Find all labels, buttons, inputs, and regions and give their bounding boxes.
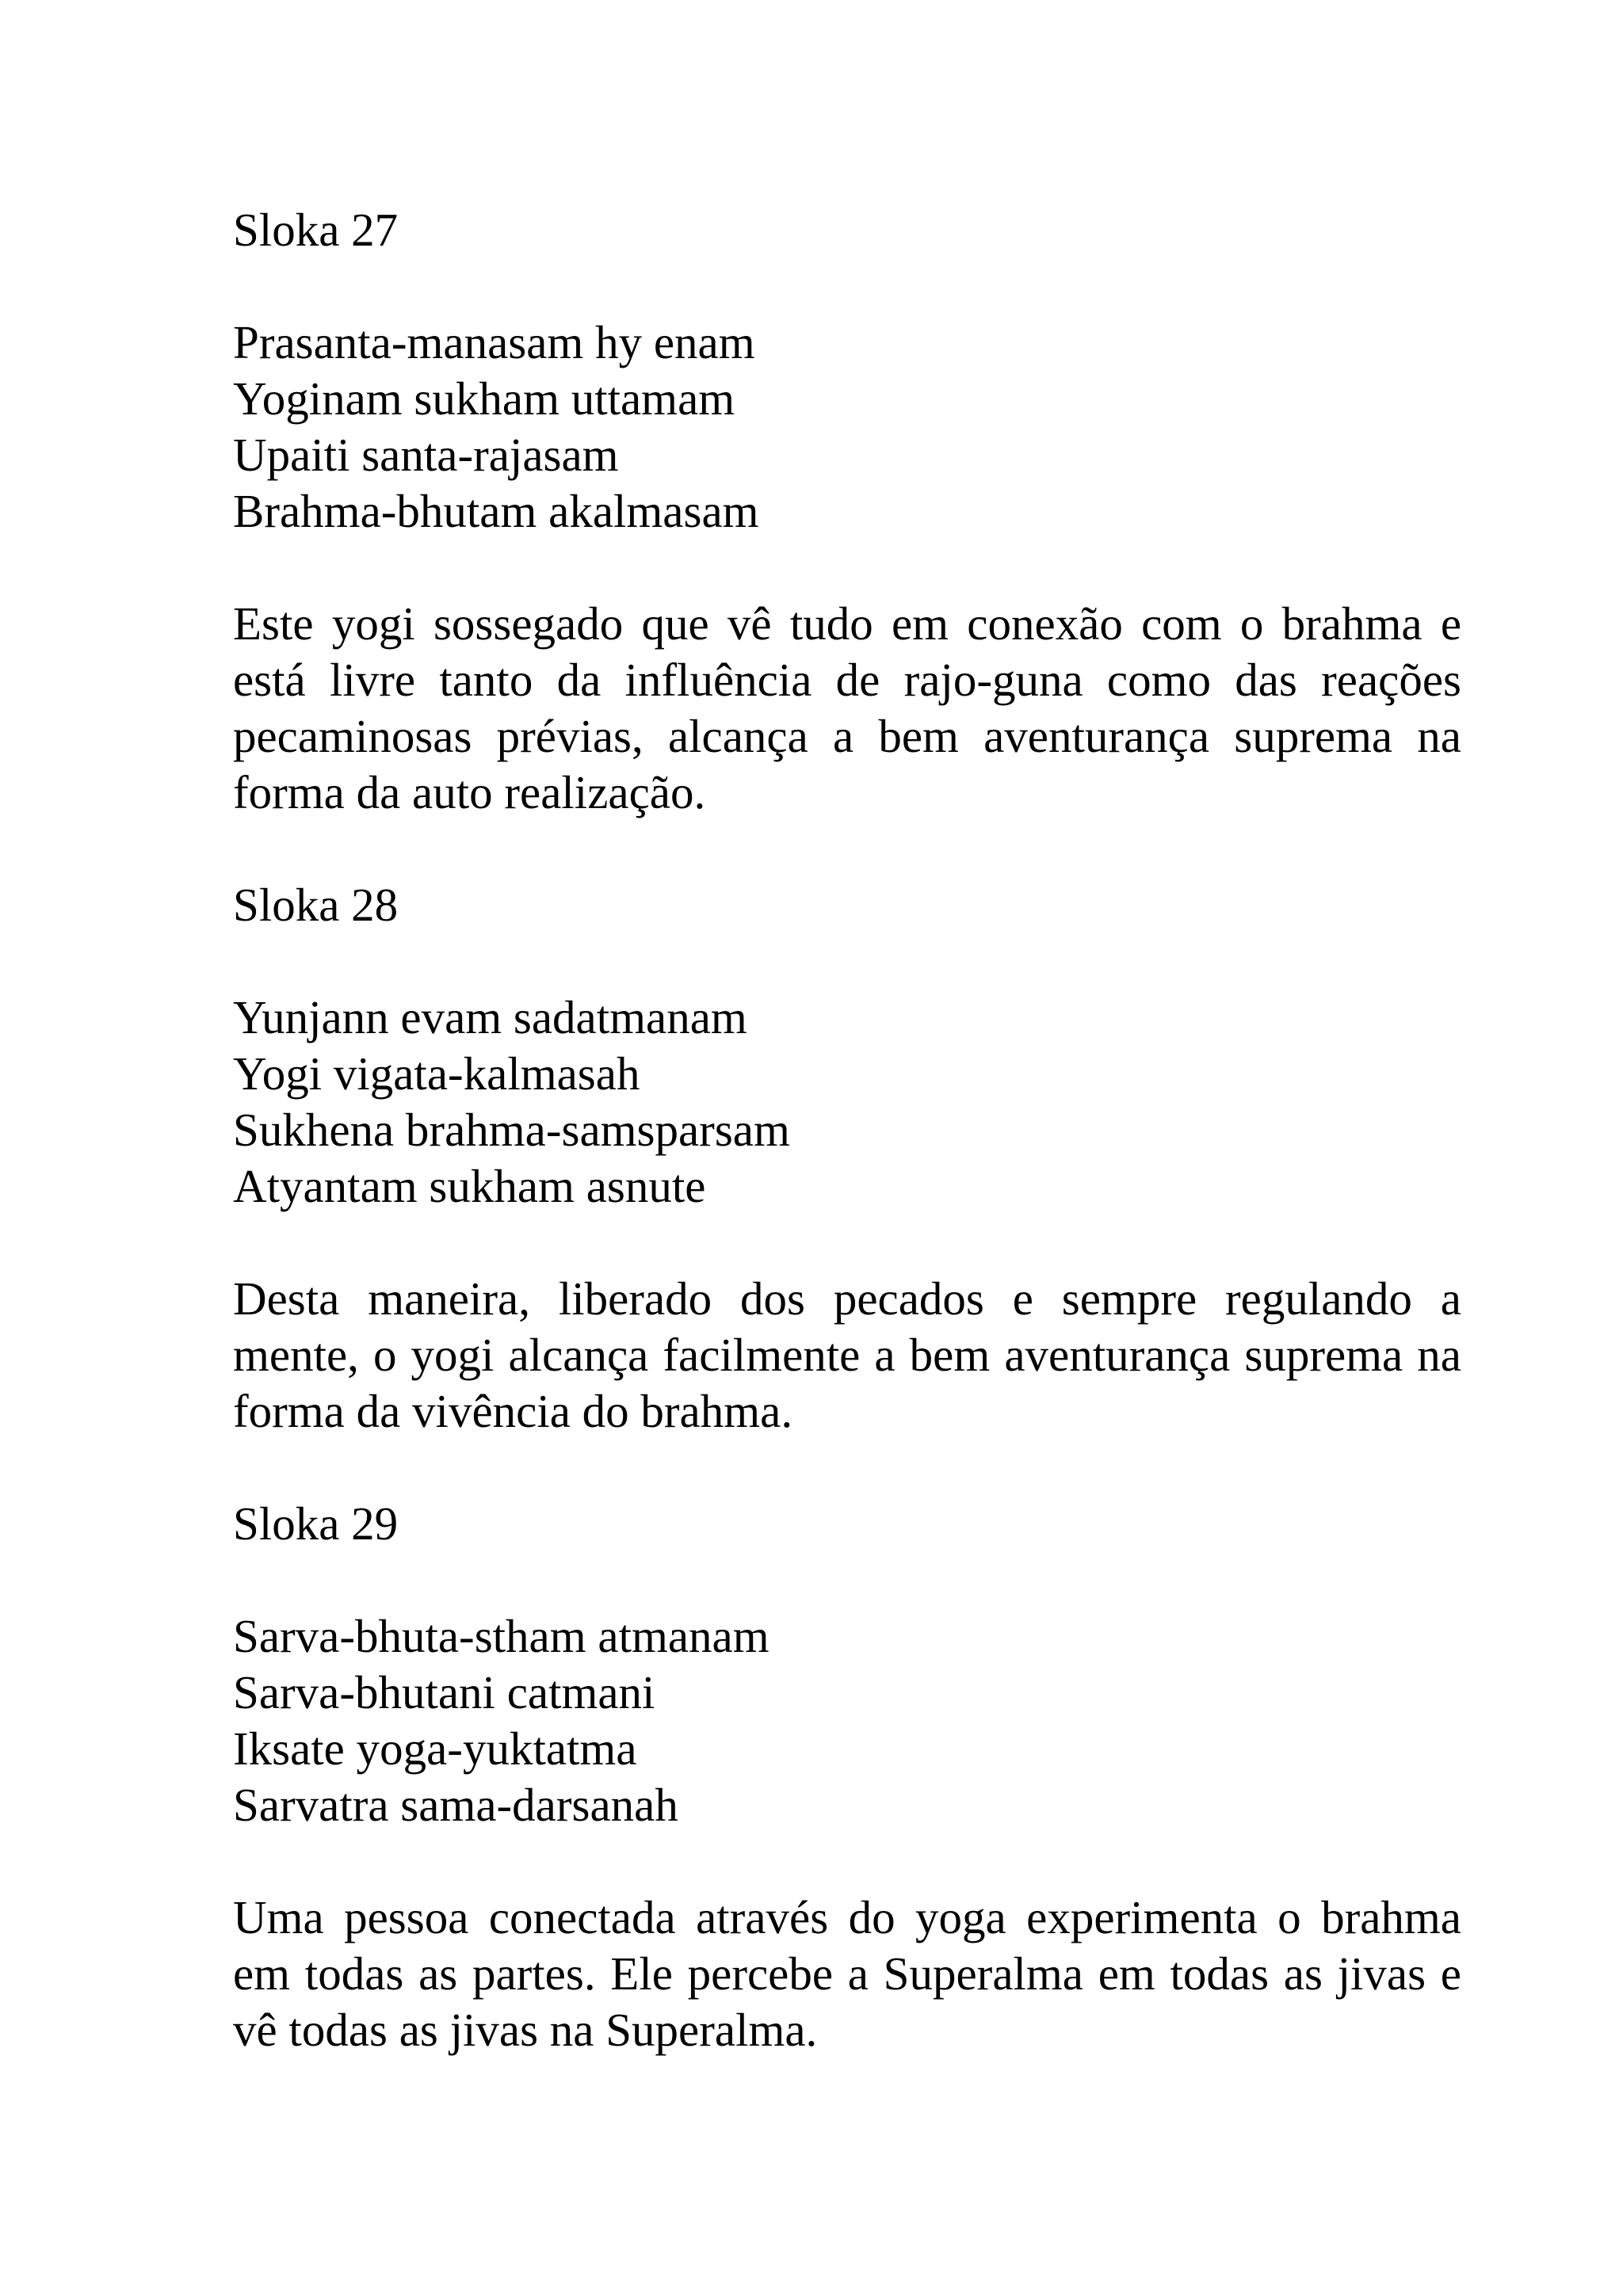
translation-paragraph: Uma pessoa conectada através do yoga experimenta o brahma em todas as partes. Ele percebe a Superalma em todas as jivas e vê todas as jivas na Superalma.: [233, 1891, 1461, 2056]
verse-line: Yoginam sukham uttamam: [233, 372, 735, 425]
verse-line: Sukhena brahma-samsparsam: [233, 1104, 790, 1156]
verse-line: Sarva-bhuta-stham atmanam: [233, 1610, 769, 1662]
sanskrit-verse: [233, 1608, 1461, 1833]
verse-line: Sarva-bhutani catmani: [233, 1666, 655, 1718]
document-body: [233, 202, 1461, 2058]
verse-line: Yogi vigata-kalmasah: [233, 1047, 640, 1100]
translation-paragraph: Desta maneira, liberado dos pecados e sempre regulando a mente, o yogi alcança facilmente a bem aventurança suprema na forma da vivência do brahma.: [233, 1272, 1461, 1437]
translation-paragraph: Este yogi sossegado que vê tudo em conexão com o brahma e está livre tanto da influência de rajo-guna como das reações pecaminosas prévias, alcança a bem aventurança suprema na forma da auto realização.: [233, 597, 1461, 818]
sloka-section: [233, 202, 1461, 821]
sloka-section: [233, 1496, 1461, 2058]
verse-line: Yunjann evam sadatmanam: [233, 991, 747, 1043]
sloka-heading: Sloka 29: [233, 1497, 399, 1550]
verse-line: Atyantam sukham asnute: [233, 1160, 706, 1212]
sloka-section: [233, 877, 1461, 1440]
sloka-heading: Sloka 27: [233, 204, 399, 256]
sanskrit-verse: [233, 315, 1461, 540]
sanskrit-verse: [233, 990, 1461, 1215]
verse-line: Prasanta-manasam hy enam: [233, 316, 755, 368]
sloka-heading: Sloka 28: [233, 879, 399, 931]
verse-line: Upaiti santa-rajasam: [233, 429, 619, 481]
verse-line: Brahma-bhutam akalmasam: [233, 485, 759, 537]
verse-line: Iksate yoga-yuktatma: [233, 1722, 637, 1775]
verse-line: Sarvatra sama-darsanah: [233, 1779, 678, 1831]
